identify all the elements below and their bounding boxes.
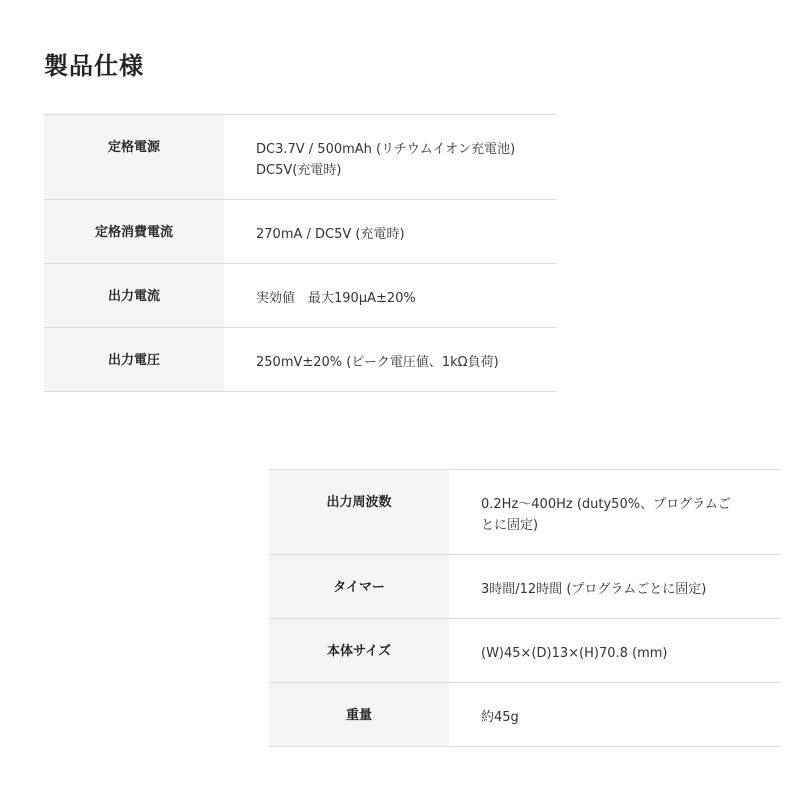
spec-value-line: (W)45×(D)13×(H)70.8 (mm) [481, 646, 668, 661]
spec-value-line: 250mV±20% (ピーク電圧値、1kΩ負荷) [256, 355, 499, 370]
spec-label: 重量 [269, 683, 449, 747]
spec-label: 出力電圧 [44, 328, 224, 392]
page-title: 製品仕様 [44, 52, 144, 80]
spec-value-line: DC5V(充電時) [256, 163, 342, 178]
spec-value [449, 683, 781, 747]
spec-label: 定格消費電流 [44, 200, 224, 264]
spec-value [449, 470, 781, 555]
spec-label: 出力電流 [44, 264, 224, 328]
spec-value [449, 619, 781, 683]
spec-value-line: 270mA / DC5V (充電時) [256, 227, 405, 242]
table-row [269, 683, 781, 747]
spec-table-power [44, 114, 556, 392]
spec-label: 出力周波数 [269, 470, 449, 555]
spec-value-line: とに固定) [481, 518, 539, 533]
spec-value-line: 3時間/12時間 (プログラムごとに固定) [481, 582, 707, 597]
spec-value [224, 200, 556, 264]
spec-value [224, 115, 556, 200]
table-row [44, 200, 556, 264]
table-row [44, 115, 556, 200]
table-row [44, 328, 556, 392]
spec-value-line: DC3.7V / 500mAh (リチウムイオン充電池) [256, 142, 516, 157]
spec-value-line: 約45g [481, 710, 519, 725]
spec-table-output [269, 469, 781, 747]
spec-value [224, 264, 556, 328]
spec-value-line: 実効値 最大190μA±20% [256, 291, 416, 306]
table-row [269, 619, 781, 683]
table-row [269, 555, 781, 619]
table-row [269, 470, 781, 555]
spec-value [449, 555, 781, 619]
spec-label: 定格電源 [44, 115, 224, 200]
table-row [44, 264, 556, 328]
spec-value [224, 328, 556, 392]
spec-label: タイマー [269, 555, 449, 619]
spec-value-line: 0.2Hz～400Hz (duty50%、プログラムご [481, 497, 731, 512]
spec-label: 本体サイズ [269, 619, 449, 683]
